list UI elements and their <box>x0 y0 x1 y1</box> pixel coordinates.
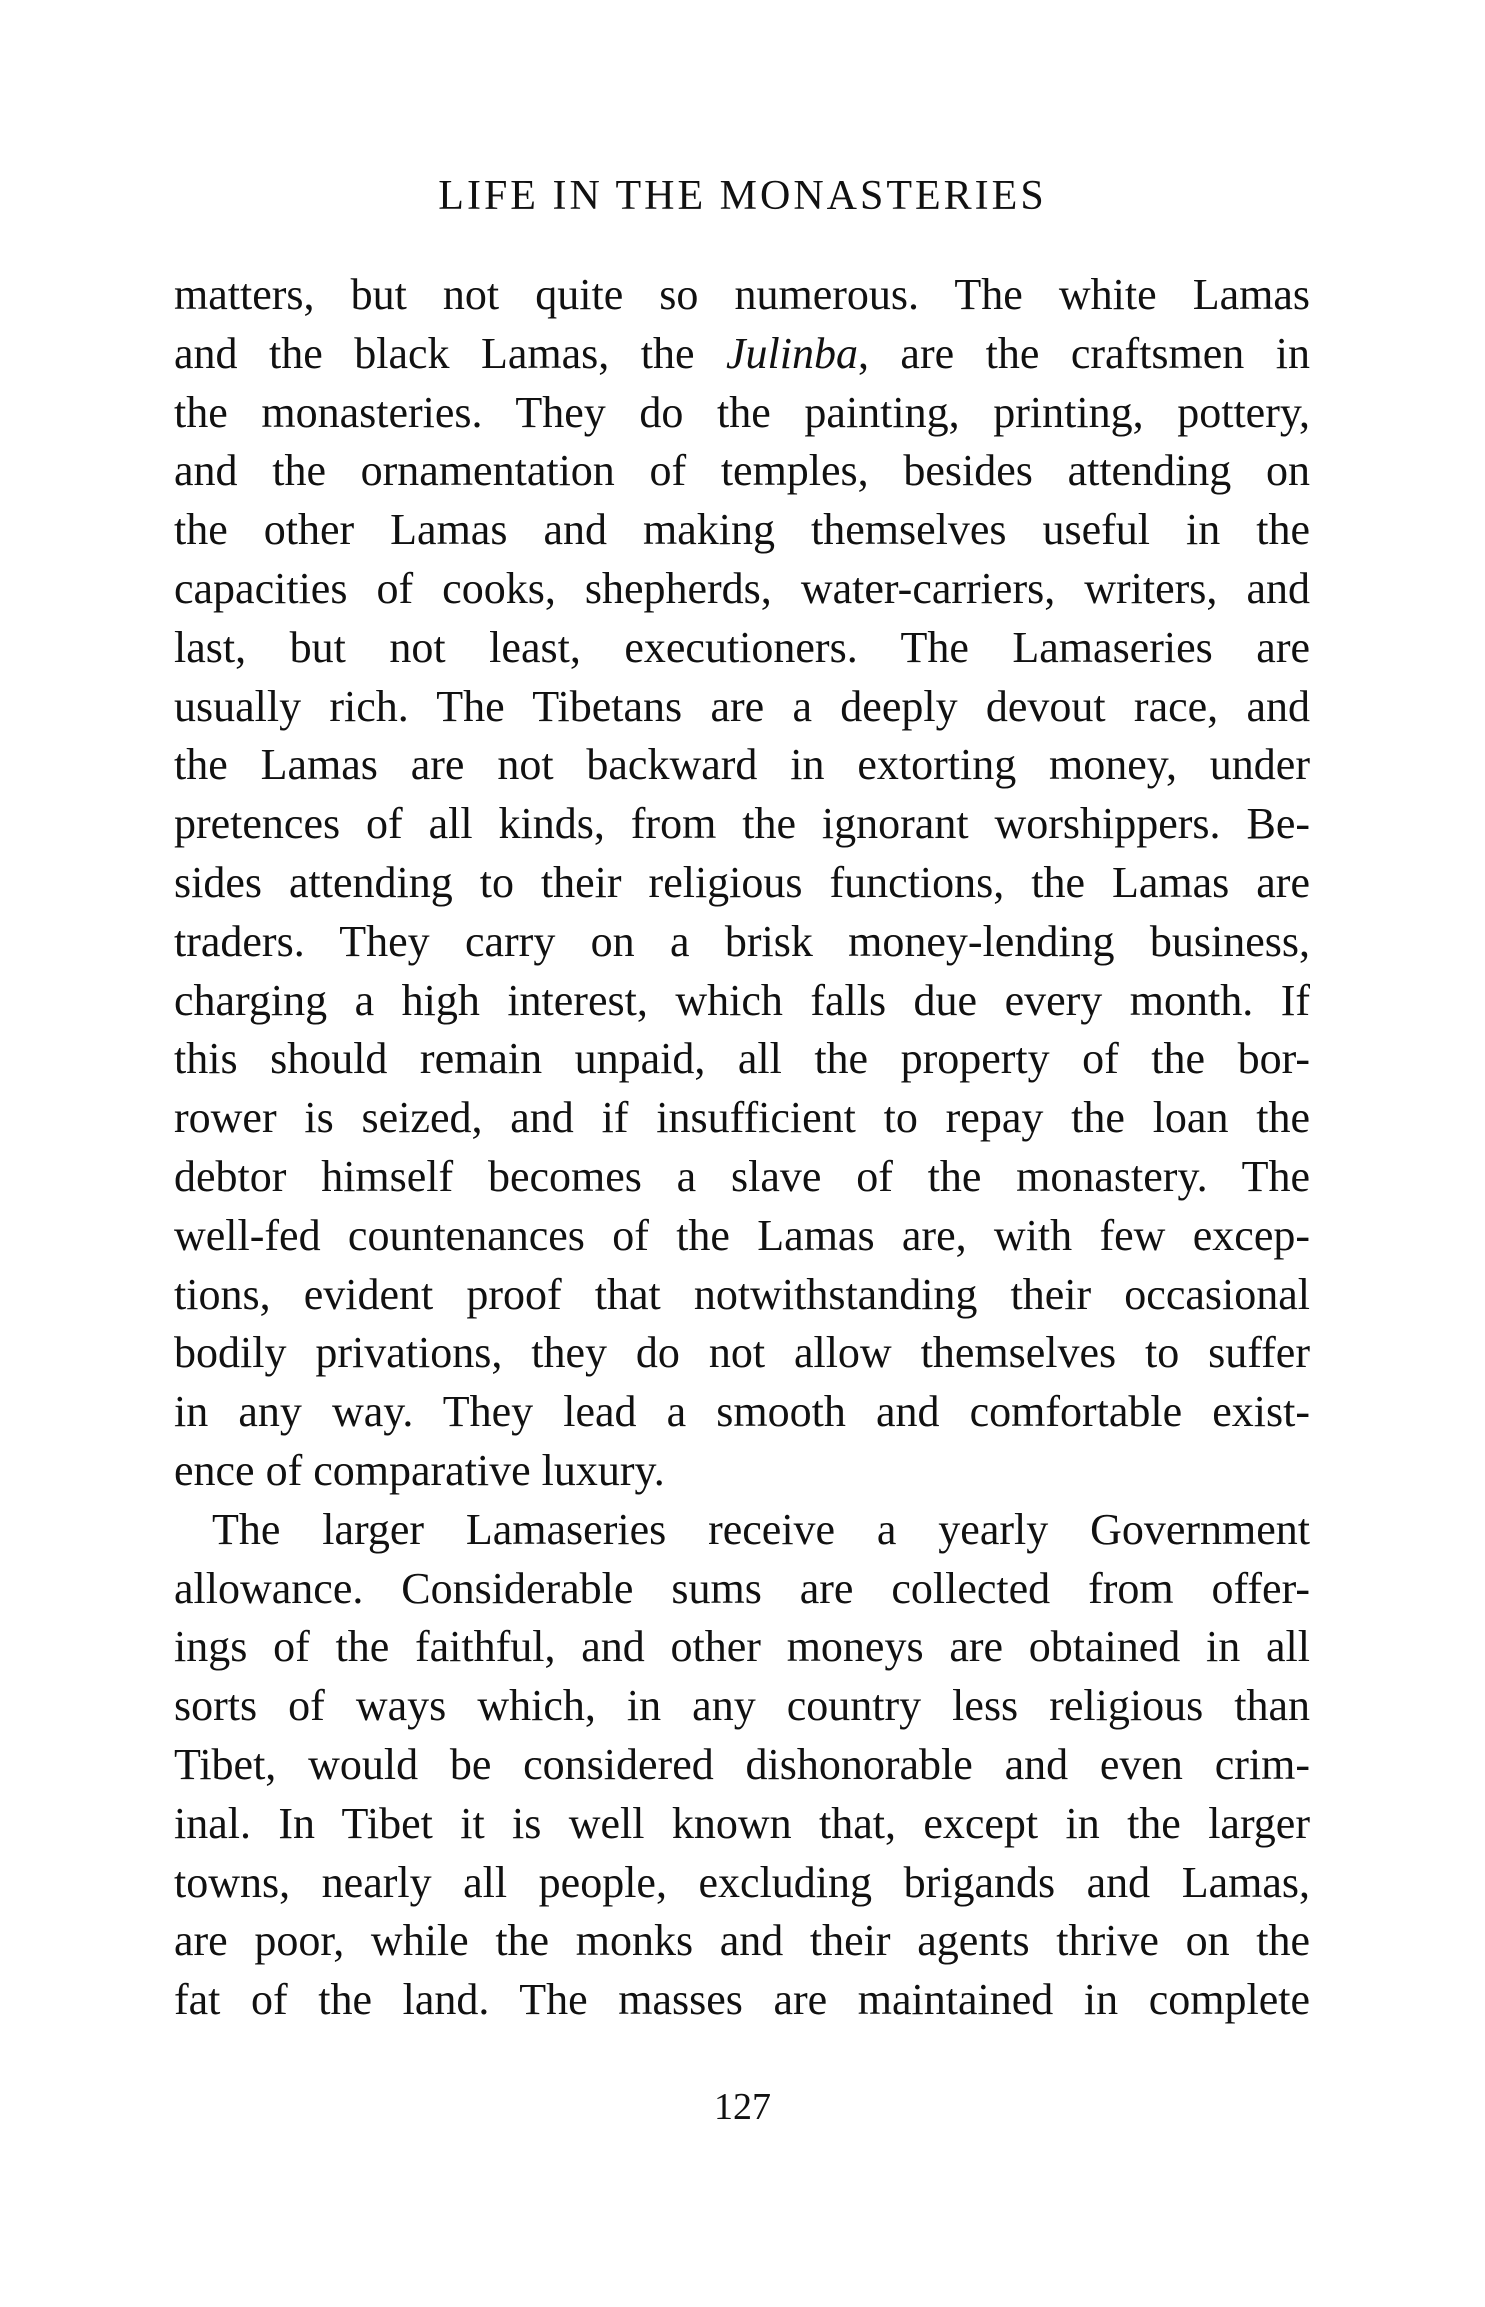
text-line: usually rich. The Tibetans are a deeply devout race, and <box>174 681 1310 731</box>
text-line: matters, but not quite so numerous. The white Lamas <box>174 270 1310 319</box>
body-text <box>174 266 1310 2030</box>
text-line: towns, nearly all people, excluding brigands and Lamas, <box>174 1857 1310 1907</box>
text-line: ings of the faithful, and other moneys are obtained in all <box>174 1622 1310 1672</box>
text-line: and the ornamentation of temples, besides attending on <box>174 446 1310 496</box>
text-line: fat of the land. The masses are maintained in complete <box>174 1975 1310 2025</box>
text-line: the other Lamas and making themselves useful in the <box>174 505 1310 555</box>
text-line: in any way. They lead a smooth and comfortable exist- <box>174 1387 1310 1437</box>
text-line: sorts of ways which, in any country less religious than <box>174 1681 1310 1731</box>
text-line: this should remain unpaid, all the property of the bor- <box>174 1034 1310 1084</box>
text-line: charging a high interest, which falls due every month. If <box>174 975 1310 1025</box>
text-line: Tibet, would be considered dishonorable and even crim- <box>174 1739 1310 1789</box>
text-line: rower is seized, and if insufficient to repay the loan the <box>174 1093 1310 1143</box>
text-line: tions, evident proof that notwithstanding their occasional <box>174 1269 1310 1319</box>
page-number: 127 <box>714 2086 771 2128</box>
text-line: last, but not least, executioners. The Lamaseries are <box>174 622 1310 672</box>
text-line: sides attending to their religious functions, the Lamas are <box>174 857 1310 907</box>
text-line: ence of comparative luxury. <box>174 1445 665 1495</box>
text-line: the Lamas are not backward in extorting money, under <box>174 740 1310 790</box>
text-line: pretences of all kinds, from the ignorant worshippers. Be- <box>174 799 1310 849</box>
text-line: well-fed countenances of the Lamas are, with few excep- <box>174 1210 1310 1260</box>
running-head: LIFE IN THE MONASTERIES <box>438 173 1047 219</box>
text-line: traders. They carry on a brisk money-lending business, <box>174 916 1310 966</box>
text-line: capacities of cooks, shepherds, water-carriers, writers, and <box>174 563 1310 613</box>
text-line: inal. In Tibet it is well known that, except in the larger <box>174 1798 1310 1848</box>
text-line: debtor himself becomes a slave of the monastery. The <box>174 1151 1310 1201</box>
text-line: and the black Lamas, the Julinba, are the craftsmen in <box>174 328 1310 378</box>
text-line: The larger Lamaseries receive a yearly Government <box>212 1504 1310 1554</box>
text-line: allowance. Considerable sums are collected from offer- <box>174 1563 1310 1613</box>
text-line: the monasteries. They do the painting, printing, pottery, <box>174 387 1310 437</box>
text-line: bodily privations, they do not allow themselves to suffer <box>174 1328 1310 1378</box>
text-line: are poor, while the monks and their agents thrive on the <box>174 1916 1310 1966</box>
